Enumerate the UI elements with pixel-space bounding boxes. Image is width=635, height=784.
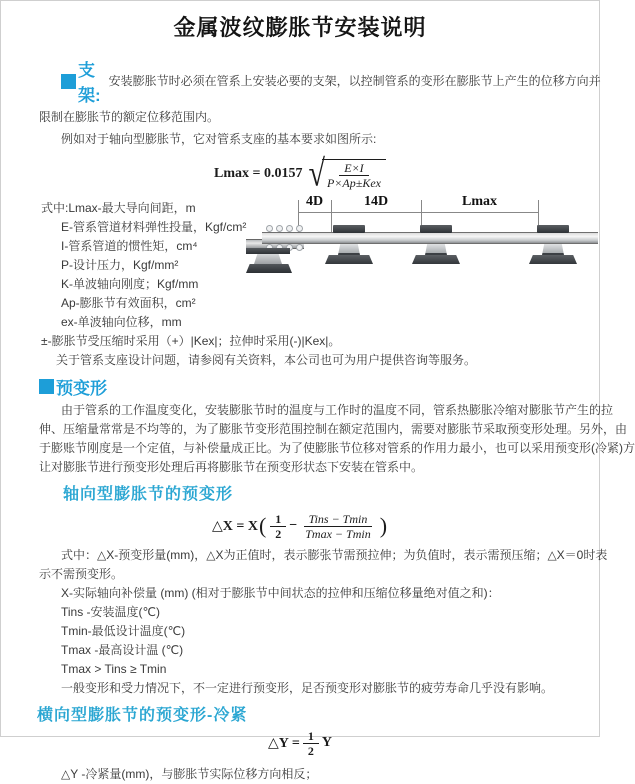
definition-line: I-管系管道的惯性矩，cm⁴ xyxy=(61,239,198,253)
lateral-note: △Y -冷紧量(mm)，与膨胀节实际位移方向相反； xyxy=(61,767,318,781)
paragraph-line: 由于管系的工作温度变化，安装膨胀节时的温度与工作时的温度不同，管系热膨胀冷缩对膨胀节产生的拉 xyxy=(61,403,614,417)
half-numerator: 1 xyxy=(270,512,286,527)
axial-line: 一般变形和受力情况下，不一定进行预变形，足否预变形对膨胀节的疲劳寿命几乎没有影响。 xyxy=(61,681,554,695)
half-denominator: 2 xyxy=(275,526,282,541)
page-title: 金属波纹膨胀节安装说明 xyxy=(173,15,427,40)
support-cap xyxy=(333,225,365,233)
axial-line: 式中：△X-预变形量(mm)，△X为正值时，表示膨张节需预拉伸；为负值时，表示需预压缩；△X＝0时表 xyxy=(61,548,608,562)
pipe-support xyxy=(408,225,464,269)
paragraph-line: 让对膨胀节进行预变形处理后再将膨胀节在预变形状态下安装在管系中。 xyxy=(39,460,424,474)
axial-definitions xyxy=(1,546,608,698)
definition-line: K-单波轴向刚度；Kgf/mm xyxy=(61,277,199,291)
formula-lmax-lhs: Lmax = 0.0157 xyxy=(214,166,303,181)
anchor-pedestal xyxy=(254,254,282,264)
predeform-section-heading xyxy=(1,374,599,399)
one-half-fraction xyxy=(270,512,286,541)
radical-sign xyxy=(308,152,386,194)
coil-icon xyxy=(266,225,273,232)
coil-icon xyxy=(296,244,303,251)
definition-line: 关于管系支座设计问题，请参阅有关资料，本公司也可为用户提供咨询等服务。 xyxy=(56,353,477,367)
bellows-icon xyxy=(266,225,306,232)
paragraph-line: 伸、压缩量常常是不均等的，为了膨胀节变形范围控制在额定范围内，需要对膨胀节采取预变形处理。另外，由 xyxy=(39,422,628,436)
support-base xyxy=(412,255,460,264)
anchor-base xyxy=(246,264,292,273)
half-denominator: 2 xyxy=(307,743,314,758)
definition-line: ex-单波轴向位移，mm xyxy=(61,315,182,329)
definition-line: E-管系管道材料弹性投量，Kgf/cm² xyxy=(61,220,247,234)
dim-label-lmax: Lmax xyxy=(462,194,497,209)
axial-line: X-实际轴向补偿量 (mm) (相对于膨胀节中间状态的拉伸和压缩位移量绝对值之和)： xyxy=(61,586,500,600)
blue-square-icon xyxy=(61,74,76,89)
sqrt-icon: √ xyxy=(308,152,325,194)
formula-lmax-denominator: P×Ap±Kex xyxy=(326,175,381,190)
support-label-text: 支架: xyxy=(78,61,101,105)
formula-dx-lhs: △X = X xyxy=(211,518,258,534)
pipe-support xyxy=(321,225,377,269)
coil-icon xyxy=(296,225,303,232)
support-section-label xyxy=(61,56,101,106)
anchor-cap xyxy=(246,248,290,254)
support-cap xyxy=(420,225,452,233)
pipe-support xyxy=(525,225,581,269)
anchor-support xyxy=(246,248,292,276)
temp-numerator: Tins − Tmin xyxy=(304,512,373,527)
axial-line: Tmax > Tins ≥ Tmin xyxy=(61,662,167,676)
formula-dy-rhs: Y xyxy=(321,735,332,750)
blue-square-icon xyxy=(39,379,54,394)
open-paren: ( xyxy=(258,513,267,538)
formula-delta-x xyxy=(1,506,599,546)
axial-subsection-heading: 轴向型膨胀节的预变形 xyxy=(63,486,234,503)
support-base xyxy=(325,255,373,264)
paragraph-line: 于膨账节刚度是一个定值，与补偿量成正比。为了使膨胀节位移对管系的作用力最小，也可以采用预变形(冷紧)方 xyxy=(39,441,635,455)
definition-line: 式中:Lmax-最大导向间距，m xyxy=(41,201,196,215)
one-half-fraction xyxy=(303,729,319,758)
support-pedestal xyxy=(338,244,360,255)
support-intro-line2: 限制在膨胀节的额定位移范围内。 xyxy=(39,110,220,124)
support-intro-line1: 安装膨胀节时必须在管系上安装必要的支架，以控制管系的变形在膨胀节上产生的位移方向并 xyxy=(108,73,601,88)
axial-line: Tmin-最低设计温度(℃) xyxy=(61,624,186,638)
coil-icon xyxy=(286,225,293,232)
support-base xyxy=(529,255,577,264)
axial-line: Tmax -最高设计温 (℃) xyxy=(61,643,184,657)
close-paren: ) xyxy=(379,513,388,538)
predeform-heading-text: 预变形 xyxy=(56,379,107,398)
temp-denominator: Tmax − Tmin xyxy=(305,526,371,541)
formula-lmax-fraction xyxy=(322,159,386,190)
dim-label-14d: 14D xyxy=(363,194,389,209)
axial-line: 示不需预变形。 xyxy=(39,567,124,581)
lateral-subsection-heading: 横向型膨胀节的预变形-冷紧 xyxy=(37,707,248,724)
predeform-paragraph xyxy=(1,401,635,477)
support-section-heading-line xyxy=(1,56,599,106)
dimension-line xyxy=(298,212,538,213)
axial-line: Tins -安装温度(℃) xyxy=(61,605,161,619)
formula-dy-lhs: △Y = xyxy=(268,735,300,751)
minus-operator: − xyxy=(289,518,298,533)
support-intro-line3: 例如对于轴向型膨胀节，它对管系支座的基本要求如图所示: xyxy=(61,132,377,146)
dim-label-4d: 4D xyxy=(305,194,324,209)
formula-lmax-numerator: E×I xyxy=(339,161,368,176)
support-cap xyxy=(537,225,569,233)
formula-lmax xyxy=(1,152,599,194)
support-pedestal xyxy=(425,244,447,255)
temperature-fraction xyxy=(300,512,375,541)
formula-delta-y xyxy=(1,727,599,759)
half-numerator: 1 xyxy=(303,729,319,744)
support-pedestal xyxy=(542,244,564,255)
definition-line: Ap-膨胀节有效面积，cm² xyxy=(61,296,196,310)
coil-icon xyxy=(276,225,283,232)
definition-line: ±-膨胀节受压缩时采用（+）|Kex|；拉伸时采用(-)|Kex|。 xyxy=(41,334,341,348)
definition-line: P-设计压力，Kgf/mm² xyxy=(61,258,179,272)
pipe-support-diagram xyxy=(246,194,598,289)
